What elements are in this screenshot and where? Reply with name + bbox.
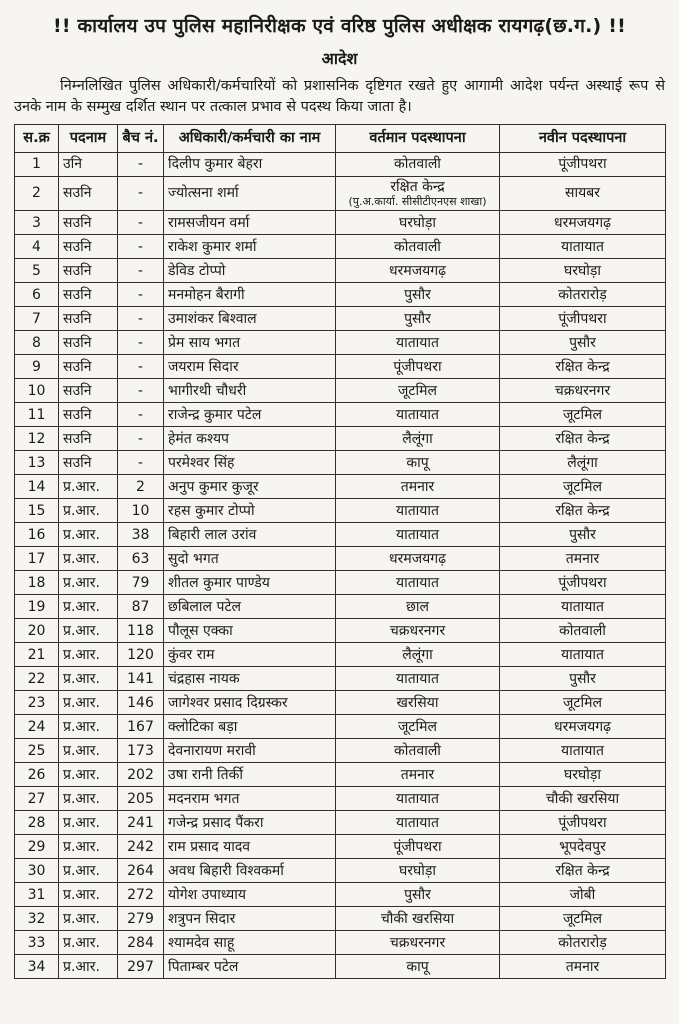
- cell-batch: -: [118, 331, 164, 355]
- cell-designation: उनि: [59, 153, 118, 177]
- cell-name: रहस कुमार टोप्पो: [164, 499, 336, 523]
- table-row: [15, 883, 666, 907]
- column-header-batch: बैच नं.: [118, 125, 164, 153]
- cell-current-posting: यातायात: [336, 523, 500, 547]
- cell-designation: प्र.आर.: [59, 739, 118, 763]
- cell-current-posting: चक्रधरनगर: [336, 619, 500, 643]
- cell-batch: 120: [118, 643, 164, 667]
- cell-batch: 141: [118, 667, 164, 691]
- cell-new-posting: जूटमिल: [500, 691, 666, 715]
- cell-serial: 4: [15, 235, 59, 259]
- cell-current-posting: यातायात: [336, 571, 500, 595]
- cell-current-posting-note: (पु.अ.कार्या. सीसीटीएनएस शाखा): [348, 194, 487, 208]
- cell-designation: सउनि: [59, 427, 118, 451]
- cell-name: अनुप कुमार कुजूर: [164, 475, 336, 499]
- table-row: [15, 427, 666, 451]
- cell-current-posting: पूंजीपथरा: [336, 835, 500, 859]
- cell-serial: 21: [15, 643, 59, 667]
- transfer-table: [14, 124, 666, 979]
- cell-batch: 297: [118, 955, 164, 979]
- cell-serial: 30: [15, 859, 59, 883]
- cell-current-posting: कापू: [336, 451, 500, 475]
- cell-current-posting: कोतवाली: [336, 235, 500, 259]
- cell-serial: 33: [15, 931, 59, 955]
- cell-batch: 10: [118, 499, 164, 523]
- table-row: [15, 451, 666, 475]
- cell-current-posting: लैलूंगा: [336, 643, 500, 667]
- cell-new-posting: रक्षित केन्द्र: [500, 355, 666, 379]
- cell-name: योगेश उपाध्याय: [164, 883, 336, 907]
- cell-name: परमेश्वर सिंह: [164, 451, 336, 475]
- cell-serial: 5: [15, 259, 59, 283]
- cell-designation: प्र.आर.: [59, 931, 118, 955]
- cell-serial: 34: [15, 955, 59, 979]
- cell-serial: 2: [15, 177, 59, 211]
- cell-batch: 205: [118, 787, 164, 811]
- cell-new-posting: तमनार: [500, 547, 666, 571]
- cell-name: कुंवर राम: [164, 643, 336, 667]
- table-row: [15, 763, 666, 787]
- cell-designation: सउनि: [59, 355, 118, 379]
- cell-name: राकेश कुमार शर्मा: [164, 235, 336, 259]
- cell-batch: 173: [118, 739, 164, 763]
- cell-designation: प्र.आर.: [59, 763, 118, 787]
- cell-name: जागेश्वर प्रसाद दिग्रस्कर: [164, 691, 336, 715]
- cell-name: गजेन्द्र प्रसाद पैंकरा: [164, 811, 336, 835]
- cell-current-posting: तमनार: [336, 763, 500, 787]
- cell-name: छबिलाल पटेल: [164, 595, 336, 619]
- cell-name: शत्रुपन सिदार: [164, 907, 336, 931]
- cell-designation: प्र.आर.: [59, 619, 118, 643]
- column-header-serial: स.क्र: [15, 125, 59, 153]
- cell-name: अवध बिहारी विश्वकर्मा: [164, 859, 336, 883]
- cell-name: पौलूस एक्का: [164, 619, 336, 643]
- cell-name: जयराम सिदार: [164, 355, 336, 379]
- cell-serial: 15: [15, 499, 59, 523]
- cell-name: श्यामदेव साहू: [164, 931, 336, 955]
- cell-name: राम प्रसाद यादव: [164, 835, 336, 859]
- cell-new-posting: पूंजीपथरा: [500, 571, 666, 595]
- cell-current-posting: कोतवाली: [336, 739, 500, 763]
- cell-new-posting: यातायात: [500, 235, 666, 259]
- cell-name: बिहारी लाल उरांव: [164, 523, 336, 547]
- cell-batch: -: [118, 153, 164, 177]
- cell-serial: 25: [15, 739, 59, 763]
- cell-current-posting: जूटमिल: [336, 379, 500, 403]
- cell-serial: 28: [15, 811, 59, 835]
- cell-new-posting: पूंजीपथरा: [500, 811, 666, 835]
- table-row: [15, 547, 666, 571]
- cell-batch: 202: [118, 763, 164, 787]
- order-paragraph: निम्नलिखित पुलिस अधिकारी/कर्मचारियों को प्रशासनिक दृष्टिगत रखते हुए आगामी आदेश पर्यन्त अस्थाई रूप से उनके नाम के सम्मुख दर्शित स्थान पर तत्काल प्रभाव से पदस्थ किया जाता है।: [14, 78, 665, 115]
- cell-current-posting: कोतवाली: [336, 153, 500, 177]
- cell-current-posting: यातायात: [336, 403, 500, 427]
- cell-name: हेमंत कश्यप: [164, 427, 336, 451]
- table-row: [15, 211, 666, 235]
- cell-designation: प्र.आर.: [59, 643, 118, 667]
- table-row: [15, 931, 666, 955]
- cell-new-posting: पुसौर: [500, 523, 666, 547]
- cell-batch: 87: [118, 595, 164, 619]
- cell-new-posting: यातायात: [500, 739, 666, 763]
- cell-current-posting: पूंजीपथरा: [336, 355, 500, 379]
- cell-serial: 13: [15, 451, 59, 475]
- cell-batch: 38: [118, 523, 164, 547]
- cell-serial: 6: [15, 283, 59, 307]
- cell-current-posting: पुसौर: [336, 283, 500, 307]
- cell-batch: -: [118, 379, 164, 403]
- table-row: [15, 153, 666, 177]
- table-row: [15, 643, 666, 667]
- cell-current-posting: यातायात: [336, 811, 500, 835]
- cell-batch: 279: [118, 907, 164, 931]
- cell-current-posting: यातायात: [336, 331, 500, 355]
- table-row: [15, 739, 666, 763]
- cell-name: प्रेम साय भगत: [164, 331, 336, 355]
- cell-new-posting: चक्रधरनगर: [500, 379, 666, 403]
- cell-batch: -: [118, 283, 164, 307]
- cell-batch: -: [118, 427, 164, 451]
- cell-new-posting: भूपदेवपुर: [500, 835, 666, 859]
- cell-designation: प्र.आर.: [59, 715, 118, 739]
- cell-name: क्लोटिका बड़ा: [164, 715, 336, 739]
- table-row: [15, 811, 666, 835]
- cell-new-posting: लैलूंगा: [500, 451, 666, 475]
- cell-designation: प्र.आर.: [59, 475, 118, 499]
- column-header-new-posting: नवीन पदस्थापना: [500, 125, 666, 153]
- cell-designation: प्र.आर.: [59, 955, 118, 979]
- cell-name: उमाशंकर बिश्वाल: [164, 307, 336, 331]
- cell-current-posting: तमनार: [336, 475, 500, 499]
- cell-batch: -: [118, 259, 164, 283]
- table-row: [15, 331, 666, 355]
- cell-current-posting: लैलूंगा: [336, 427, 500, 451]
- table-row: [15, 835, 666, 859]
- table-row: [15, 499, 666, 523]
- transfer-table-body: [15, 153, 666, 979]
- column-header-current-posting: वर्तमान पदस्थापना: [336, 125, 500, 153]
- cell-designation: सउनि: [59, 259, 118, 283]
- cell-batch: 241: [118, 811, 164, 835]
- cell-new-posting: कोतरारोड़: [500, 931, 666, 955]
- cell-new-posting: यातायात: [500, 595, 666, 619]
- table-row: [15, 379, 666, 403]
- cell-new-posting: धरमजयगढ़: [500, 715, 666, 739]
- table-row: [15, 667, 666, 691]
- cell-name: दिलीप कुमार बेहरा: [164, 153, 336, 177]
- table-row: [15, 355, 666, 379]
- table-row: [15, 475, 666, 499]
- cell-name: शीतल कुमार पाण्डेय: [164, 571, 336, 595]
- table-row: [15, 859, 666, 883]
- cell-designation: प्र.आर.: [59, 595, 118, 619]
- cell-name: पिताम्बर पटेल: [164, 955, 336, 979]
- cell-batch: 118: [118, 619, 164, 643]
- cell-new-posting: कोतवाली: [500, 619, 666, 643]
- cell-new-posting: कोतरारोड़: [500, 283, 666, 307]
- cell-current-posting: छाल: [336, 595, 500, 619]
- cell-new-posting: पुसौर: [500, 667, 666, 691]
- cell-designation: प्र.आर.: [59, 811, 118, 835]
- table-row: [15, 235, 666, 259]
- cell-batch: 264: [118, 859, 164, 883]
- cell-new-posting: सायबर: [500, 177, 666, 211]
- cell-current-posting: खरसिया: [336, 691, 500, 715]
- cell-designation: प्र.आर.: [59, 523, 118, 547]
- cell-batch: 146: [118, 691, 164, 715]
- cell-designation: सउनि: [59, 177, 118, 211]
- cell-current-posting: यातायात: [336, 499, 500, 523]
- table-row: [15, 403, 666, 427]
- cell-serial: 29: [15, 835, 59, 859]
- cell-designation: प्र.आर.: [59, 859, 118, 883]
- cell-serial: 11: [15, 403, 59, 427]
- cell-batch: -: [118, 177, 164, 211]
- cell-designation: प्र.आर.: [59, 667, 118, 691]
- cell-serial: 12: [15, 427, 59, 451]
- cell-serial: 16: [15, 523, 59, 547]
- cell-new-posting: जोबी: [500, 883, 666, 907]
- cell-current-posting: पुसौर: [336, 307, 500, 331]
- cell-current-posting: यातायात: [336, 787, 500, 811]
- cell-batch: 284: [118, 931, 164, 955]
- cell-batch: 272: [118, 883, 164, 907]
- cell-designation: सउनि: [59, 283, 118, 307]
- cell-current-posting: घरघोड़ा: [336, 211, 500, 235]
- cell-batch: 2: [118, 475, 164, 499]
- table-header-row: [15, 125, 666, 153]
- table-row: [15, 715, 666, 739]
- cell-current-posting: रक्षित केन्द्र (पु.अ.कार्या. सीसीटीएनएस शाखा): [336, 177, 500, 211]
- cell-batch: 167: [118, 715, 164, 739]
- cell-serial: 31: [15, 883, 59, 907]
- cell-designation: प्र.आर.: [59, 835, 118, 859]
- cell-current-posting: धरमजयगढ़: [336, 547, 500, 571]
- cell-serial: 14: [15, 475, 59, 499]
- cell-name: सुदो भगत: [164, 547, 336, 571]
- column-header-designation: पदनाम: [59, 125, 118, 153]
- cell-designation: सउनि: [59, 451, 118, 475]
- cell-name: मदनराम भगत: [164, 787, 336, 811]
- cell-serial: 26: [15, 763, 59, 787]
- cell-designation: प्र.आर.: [59, 691, 118, 715]
- cell-new-posting: रक्षित केन्द्र: [500, 859, 666, 883]
- cell-new-posting: घरघोड़ा: [500, 763, 666, 787]
- table-row: [15, 571, 666, 595]
- cell-serial: 19: [15, 595, 59, 619]
- cell-serial: 1: [15, 153, 59, 177]
- column-header-name: अधिकारी/कर्मचारी का नाम: [164, 125, 336, 153]
- cell-new-posting: पूंजीपथरा: [500, 153, 666, 177]
- cell-new-posting: पूंजीपथरा: [500, 307, 666, 331]
- cell-serial: 27: [15, 787, 59, 811]
- cell-batch: -: [118, 451, 164, 475]
- cell-batch: -: [118, 355, 164, 379]
- cell-designation: सउनि: [59, 331, 118, 355]
- table-row: [15, 955, 666, 979]
- cell-current-posting: घरघोड़ा: [336, 859, 500, 883]
- table-row: [15, 907, 666, 931]
- cell-current-posting: चक्रधरनगर: [336, 931, 500, 955]
- cell-name: डेविड टोप्पो: [164, 259, 336, 283]
- cell-designation: प्र.आर.: [59, 883, 118, 907]
- cell-new-posting: घरघोड़ा: [500, 259, 666, 283]
- table-row: [15, 691, 666, 715]
- table-header: [15, 125, 666, 153]
- cell-name: देवनारायण मरावी: [164, 739, 336, 763]
- cell-current-posting: पुसौर: [336, 883, 500, 907]
- table-row: [15, 619, 666, 643]
- cell-designation: सउनि: [59, 307, 118, 331]
- cell-designation: प्र.आर.: [59, 787, 118, 811]
- cell-designation: प्र.आर.: [59, 571, 118, 595]
- cell-current-posting: कापू: [336, 955, 500, 979]
- cell-new-posting: धरमजयगढ़: [500, 211, 666, 235]
- cell-name: चंद्रहास नायक: [164, 667, 336, 691]
- cell-current-posting: चौकी खरसिया: [336, 907, 500, 931]
- cell-serial: 32: [15, 907, 59, 931]
- cell-serial: 24: [15, 715, 59, 739]
- table-row: [15, 307, 666, 331]
- cell-name: रामसजीयन वर्मा: [164, 211, 336, 235]
- cell-serial: 18: [15, 571, 59, 595]
- cell-serial: 17: [15, 547, 59, 571]
- cell-new-posting: यातायात: [500, 643, 666, 667]
- cell-batch: 79: [118, 571, 164, 595]
- cell-batch: -: [118, 211, 164, 235]
- table-row: [15, 523, 666, 547]
- page-title: !! कार्यालय उप पुलिस महानिरीक्षक एवं वरिष्ठ पुलिस अधीक्षक रायगढ़(छ.ग.) !!: [53, 15, 626, 37]
- cell-new-posting: पुसौर: [500, 331, 666, 355]
- cell-new-posting: चौकी खरसिया: [500, 787, 666, 811]
- cell-designation: सउनि: [59, 235, 118, 259]
- cell-name: राजेन्द्र कुमार पटेल: [164, 403, 336, 427]
- cell-batch: -: [118, 307, 164, 331]
- cell-serial: 23: [15, 691, 59, 715]
- cell-designation: सउनि: [59, 403, 118, 427]
- cell-batch: 242: [118, 835, 164, 859]
- cell-batch: 63: [118, 547, 164, 571]
- cell-new-posting: जूटमिल: [500, 403, 666, 427]
- cell-serial: 20: [15, 619, 59, 643]
- cell-current-posting: यातायात: [336, 667, 500, 691]
- table-row: [15, 283, 666, 307]
- cell-new-posting: जूटमिल: [500, 475, 666, 499]
- cell-new-posting: तमनार: [500, 955, 666, 979]
- cell-name: ज्योत्सना शर्मा: [164, 177, 336, 211]
- cell-serial: 22: [15, 667, 59, 691]
- cell-name: उषा रानी तिर्की: [164, 763, 336, 787]
- cell-current-posting: धरमजयगढ़: [336, 259, 500, 283]
- cell-designation: प्र.आर.: [59, 499, 118, 523]
- cell-new-posting: जूटमिल: [500, 907, 666, 931]
- table-row: [15, 595, 666, 619]
- table-row: [15, 177, 666, 211]
- cell-designation: प्र.आर.: [59, 907, 118, 931]
- order-heading: आदेश: [321, 49, 358, 68]
- cell-batch: -: [118, 403, 164, 427]
- cell-new-posting: रक्षित केन्द्र: [500, 499, 666, 523]
- table-row: [15, 787, 666, 811]
- cell-serial: 7: [15, 307, 59, 331]
- cell-serial: 3: [15, 211, 59, 235]
- cell-batch: -: [118, 235, 164, 259]
- cell-serial: 10: [15, 379, 59, 403]
- cell-name: भागीरथी चौधरी: [164, 379, 336, 403]
- cell-name: मनमोहन बैरागी: [164, 283, 336, 307]
- table-row: [15, 259, 666, 283]
- cell-serial: 8: [15, 331, 59, 355]
- cell-designation: सउनि: [59, 211, 118, 235]
- cell-serial: 9: [15, 355, 59, 379]
- cell-designation: प्र.आर.: [59, 547, 118, 571]
- cell-new-posting: रक्षित केन्द्र: [500, 427, 666, 451]
- cell-current-posting: जूटमिल: [336, 715, 500, 739]
- cell-designation: सउनि: [59, 379, 118, 403]
